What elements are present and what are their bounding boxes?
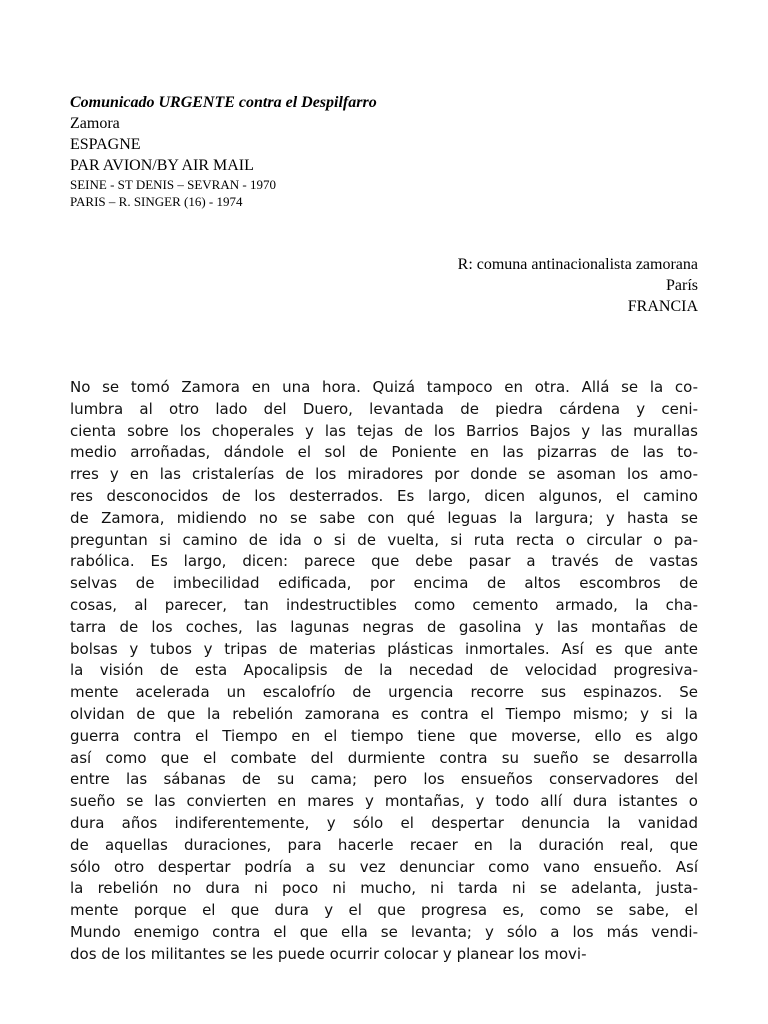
body-line: guerra contra el Tiempo en el tiempo tiene que moverse, ello es algo bbox=[70, 726, 698, 745]
body-line: cosas, al parecer, tan indestructibles como cemento armado, la cha- bbox=[70, 595, 698, 614]
body-line: medio arroñadas, dándole el sol de Poniente en las pizarras de las to- bbox=[70, 443, 698, 462]
body-line: tarra de los coches, las lagunas negras de gasolina y las montañas de bbox=[70, 617, 698, 636]
body-line: rabólica. Es largo, dicen: parece que debe pasar a través de vastas bbox=[70, 552, 698, 571]
body-paragraph bbox=[70, 377, 698, 966]
body-line: de aquellas duraciones, para hacerle recaer en la duración real, que bbox=[70, 835, 698, 854]
body-line: dos de los militantes se les puede ocurrir colocar y planear los movi- bbox=[70, 944, 587, 963]
body-line: así como que el combate del durmiente contra su sueño se desarrolla bbox=[70, 748, 698, 767]
body-line: de Zamora, midiendo no se sabe con qué leguas la largura; y hasta se bbox=[70, 508, 698, 527]
body-line: sólo otro despertar podría a su vez denunciar como vano ensueño. Así bbox=[70, 857, 698, 876]
body-line: cienta sobre los choperales y las tejas de los Barrios Bajos y las murallas bbox=[70, 421, 698, 440]
body-line: rres y en las cristalerías de los miradores por donde se asoman los amo- bbox=[70, 465, 698, 484]
body-line: res desconocidos de los desterrados. Es largo, dicen algunos, el camino bbox=[70, 486, 698, 505]
body-line: selvas de imbecilidad edificada, por encima de altos escombros de bbox=[70, 574, 698, 593]
origin-city: Zamora bbox=[70, 115, 120, 132]
dateline-1974: PARIS – R. SINGER (16) - 1974 bbox=[70, 194, 243, 209]
body-line: entre las sábanas de su cama; pero los ensueños conservadores del bbox=[70, 770, 698, 789]
recipient-address bbox=[458, 254, 698, 317]
origin-country: ESPAGNE bbox=[70, 136, 141, 153]
body-line: la visión de esta Apocalipsis de la necedad de velocidad progresiva- bbox=[70, 661, 698, 680]
body-line: olvidan de que la rebelión zamorana es contra el Tiempo mismo; y si la bbox=[70, 704, 698, 723]
dateline-1970: SEINE - ST DENIS – SEVRAN - 1970 bbox=[70, 177, 276, 192]
body-line: mente acelerada un escalofrío de urgencia recorre sus espinazos. Se bbox=[70, 683, 698, 702]
airmail-label: PAR AVION/BY AIR MAIL bbox=[70, 157, 254, 174]
communique-title: Comunicado URGENTE contra el Despilfarro bbox=[70, 94, 377, 111]
body-line: preguntan si camino de ida o si de vuelta, si ruta recta o circular o pa- bbox=[70, 530, 698, 549]
body-line: No se tomó Zamora en una hora. Quizá tampoco en otra. Allá se la co- bbox=[70, 378, 698, 396]
letter-header bbox=[70, 92, 377, 210]
body-line: bolsas y tubos y tripas de materias plásticas inmortales. Así es que ante bbox=[70, 639, 698, 658]
body-line: Mundo enemigo contra el que ella se levanta; y sólo a los más vendi- bbox=[70, 922, 698, 941]
recipient-line-2: París bbox=[666, 277, 698, 294]
recipient-line-1: R: comuna antinacionalista zamorana bbox=[457, 256, 698, 273]
body-line: la rebelión no dura ni poco ni mucho, ni tarda ni se adelanta, justa- bbox=[70, 879, 698, 898]
body-line: mente porque el que dura y el que progresa es, como se sabe, el bbox=[70, 901, 698, 920]
recipient-line-3: FRANCIA bbox=[627, 298, 698, 315]
body-line: sueño se las convierten en mares y montañas, y todo allí dura istantes o bbox=[70, 792, 698, 811]
body-line: dura años indiferentemente, y sólo el despertar denuncia la vanidad bbox=[70, 813, 698, 832]
body-line: lumbra al otro lado del Duero, levantada de piedra cárdena y ceni- bbox=[70, 399, 698, 418]
